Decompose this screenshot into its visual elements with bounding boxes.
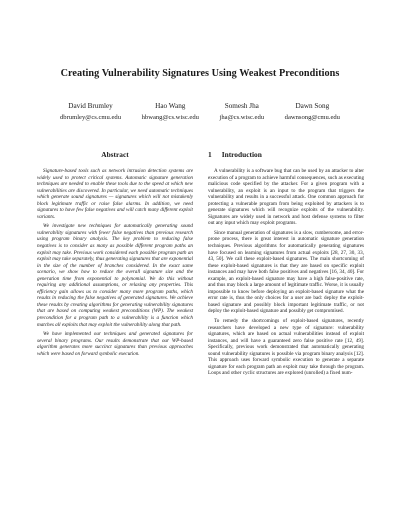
abstract-paragraph: We investigate new techniques for automatically generating sound vulnerability signatures with fewer false negatives than previous research using program binary analysis. The key problem to reducing false negatives is to consider as many as possible different program paths an exploit may take. Previous work considered each possible program path an exploit may take separately, thus generating signatures that are exponential in the size of the number of branches considered. In the exact same scenario, we show how to reduce the overall signature size and the generation time from exponential to polynomial. We do this without requiring any additional assumptions, or relaxing any properties. This efficiency gain allows us to consider many more program paths, which results in reducing the false negatives of generated signatures. We achieve these results by creating algorithms for generating vulnerability signatures that are based on computing weakest preconditions (WP). The weakest precondition for a program path to a vulnerability is a function which matches all exploits that may exploit the vulnerability along that path.	[37, 223, 193, 328]
introduction-column	[208, 150, 364, 380]
author-email: hbwang@cs.wisc.edu	[141, 114, 199, 121]
author-list	[60, 100, 340, 124]
body-paragraph: To remedy the shortcomings of exploit-based signatures, recently researchers have developed a new type of signature: vulnerability signatures, which are based on actual vulnerabilities instead of exploit instances, and will have a guaranteed zero false positive rate [12, 49]. Specifically, previous work demonstrated that automatically generating sound vulnerability signatures is possible via program binary analysis [12]. This approach uses forward symbolic execution to generate a separate signature for each program path an exploit may take through the program. Loops and other cyclic structures are explored (unrolled) a fixed num-	[208, 318, 364, 377]
author-email: jha@cs.wisc.edu	[219, 114, 265, 121]
author-block	[142, 100, 199, 124]
abstract-paragraph: We have implemented our techniques and generated signatures for several binary programs. Our results demonstrate that our WP-based algorithm generates more succinct signatures than previous approaches which were based on forward symbolic execution.	[37, 331, 193, 357]
author-name: Hao Wang	[155, 102, 186, 110]
author-block	[60, 100, 121, 124]
abstract-column	[37, 150, 193, 360]
body-paragraph: A vulnerability is a software bug that can be used by an attacker to alter execution of a program to achieve harmful consequences, such as executing malicious code specified by the attacker. For a given program with a vulnerability, an exploit is an input to the program that triggers the vulnerability and results in a successful attack. One common approach for protecting a vulnerable program from being exploited by attackers is to generate signatures which will recognize exploits of the vulnerability. Signatures are widely used in network and host defense systems to filter out any input which may exploit programs.	[208, 168, 365, 227]
abstract-heading: Abstract	[101, 150, 129, 159]
section-title: Introduction	[221, 150, 262, 159]
section-number: 1	[208, 150, 212, 159]
author-block	[220, 100, 265, 124]
author-name: Somesh Jha	[224, 102, 259, 110]
introduction-heading	[208, 150, 364, 168]
author-email: dbrumley@cs.cmu.edu	[60, 114, 122, 121]
paper-title: Creating Vulnerability Signatures Using Weakest Preconditions	[60, 68, 340, 79]
author-name: Dawn Song	[295, 102, 330, 110]
author-block	[285, 100, 340, 124]
author-name: David Brumley	[68, 102, 113, 110]
author-email: dawnsong@cmu.edu	[284, 114, 340, 121]
abstract-paragraph: Signature-based tools such as network intrusion detection systems are widely used to protect critical systems. Automatic signature generation techniques are needed to enable these tools due to the speed at which new vulnerabilities are discovered. In particular, we need automatic techniques which generate sound signatures — signatures which will not mistakenly block legitimate traffic or raise false alarms. In addition, we need signatures to have few false negatives and will catch many different exploit variants.	[37, 168, 193, 220]
body-paragraph: Since manual generation of signatures is a slow, cumbersome, and error-prone process, there is great interest in automatic signature generation techniques. Previous algorithms for automatically generating signatures have focused on learning signatures from actual exploits [28, 27, 30, 33, 43, 50]. We call these exploit-based signatures. The main shortcoming of these exploit-based signatures is that they are based on specific exploit instances and may have both false positives and negatives [16, 34, 40]. For example, an exploit-based signature may have a high false-positive rate, and thus may block a large amount of legitimate traffic. Worse, it is usually impossible to know before deploying an exploit-based signature what the error rate is, thus the only choices for a user are bad: deploy the exploit-based signature and possibly block important legitimate traffic, or not deploy the exploit-based signature and possibly get compromised.	[208, 229, 364, 315]
